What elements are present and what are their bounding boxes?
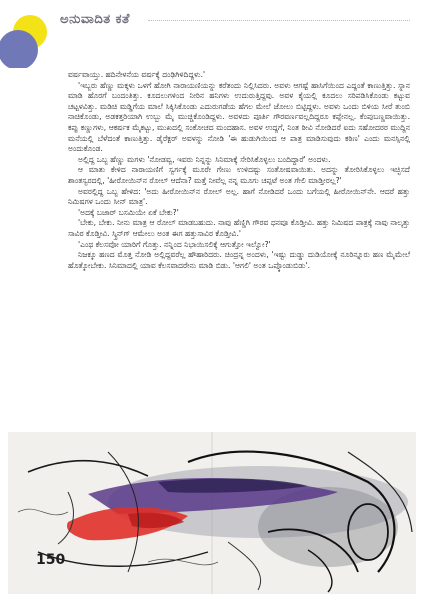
paragraph: 'ಇಬ್ಬರು ಹೆಣ್ಣು ಮಕ್ಕಳು ಒಳಗೆ ಹೋಗಿ ನಾರಾಯಣಿಯನ್ನು ಕರೆತಂದು ನಿಲ್ಲಿಸಿದರು. ಅವಳು ಆಗಷ್ಟೆ ಹಾಸಿಗೆಯಿಂದ ಎದ್ದಂತೆ ಕಾಣುತ್ತಿತ್ತು. ಸ್ನಾನ ಮಾಡಿ ಹೊರಗೆ ಬಂದಂತಿತ್ತು. ಕೂದಲುಗಳಿಂದ ನೀರಿನ ಹನಿಗಳು ಉದುರುತ್ತಿದ್ದವು. ಅವಳ ಕೈಯಲ್ಲಿ ಕೂದಲು ಸರಿಪಡಿಸಿಕೊಂಡು ಕಟ್ಟುವ ಚಟ್ಟಳವಿತ್ತು. ಮಡಿಚಿ ಮಡ್ಡಿಗೆಯ ಮಾಲೆ ಸಿಕ್ಕಿಸಿಕೊಂಡು ಎದುರುಗಡೆಯ ಹೆಗಲ ಮೇಲೆ ಜೋಲು ಬಿಟ್ಟಿದ್ದಳು. ಅವಳು ಒಂದು ಬಿಳಿಯ ಸೀರೆ ತುಂಬಿ ನಾಚಿಕೊಂಡು, ಅಡಕತ್ತರಿಯಾಗಿ ಉಬ್ಬು ಮೈ ಮುಚ್ಚಿಕೊಂಡಿದ್ದಳು. ಅವಳದು ಪೂರ್ತಿ ಗೌರವರ್ಣವಲ್ಲದಿದ್ದರೂ ಕಪ್ಪೇನಲ್ಲ. ಕೆಂಪುಬಣ್ಣವಾಯಿತ್ತು. ಕಪ್ಪು ಕಣ್ಣುಗಳು, ಆಕರ್ಷಕ ಮೈಕಟ್ಟು, ಮುಖದಲ್ಲಿ ಸಂಕೋಚದ ಮಂದಹಾಸ. ಅವಳ ಉದ್ದಗೆ, ನಿಂತ ಠೀವಿ ನೋಡಿದರೆ ಐದು ಸಹೋದರರ ಮುದ್ದಿನ ಮನೆಯಲ್ಲಿ ಬೆಳೆದಂತೆ ಕಾಣುತ್ತಿತ್ತು. ಡೈರೆಕ್ಟರ್ ಅವಳನ್ನು ನೋಡಿ 'ಈ ಹುಡುಗಿಯಿಂದ ಆ ಪಾತ್ರ ಮಾಡಿಸುವುದು ಕಠಿಣ' ಎಂದು ಮನಸ್ಸಿನಲ್ಲಿ ಅಂದುಕೊಂಡ. — [68, 80, 410, 154]
paragraph: ನಿಜಕ್ಕೂ ಹಣದ ಮೊತ್ತ ನೋಡಿ ಅಲ್ಲಿದ್ದವರೆಲ್ಲ ಹೌಹಾರಿದರು. ಚಿಂದ್ರನ್ನ ಅಂದಳು, 'ಇಷ್ಟು ದುಡ್ಡು ದುಡಿಯೋಕ್ಕೆ ನೂರಿನ್ನೂರು ಹಣ ಮೈಮೇಲೆ ಹೊತ್ಕೋಬೇಕು. ಸಿನಿಮಾದಲ್ಲಿ ಯಾವ ಕೆಲಸವಾದರೇನು ಮಾಡಿ ಬಿಡು. 'ಆಗಲಿ' ಅಂತ ಒಪ್ಕೊಂಡುಬಿಡು'. — [68, 250, 410, 270]
page-number: 150 — [36, 552, 66, 568]
paragraph: ಅವರಲ್ಲಿದ್ದ ಒಬ್ಬ ಹೇಳಿದ: 'ಅದು ಹೀರೋಯಿನ್‌ನ ರೋಲ್ ಅಲ್ಲ. ಹಾಗೆ ನೋಡಿದರೆ ಒಂದು ಬಗೆಯಲ್ಲಿ ಹೀರೋಯಿನ್‌ನೇ. ಆದರೆ ಹತ್ತು ನಿಮಿಷಗಳ ಒಂದು ಸೀನ್ ಮಾತ್ರ'. — [68, 186, 410, 207]
header-dotted-rule — [148, 20, 410, 21]
abstract-painting-illustration — [8, 432, 416, 594]
paragraph: ವರ್ಷವಾಯ್ತು. ಹದಿನೇಳನೆಯ ವರ್ಷಕ್ಕೆ ದಂಢಿಗಿಳಿದಿದ್ದಳು.' — [68, 70, 206, 79]
header-decoration-circles — [0, 10, 58, 68]
story-text — [68, 70, 410, 271]
paragraph: 'ಎಂಥ ಕೆಲಸವೋ ಯಾರಿಗೆ ಗೊತ್ತು. ನನ್ನಿಂದ ನಿಭಾಯಿಸಲಿಕ್ಕೆ ಆಗುತ್ತೋ ಇಲ್ವೋ?' — [78, 239, 271, 249]
paragraph: 'ಅದಕ್ಕೆ ಬಜಾರ್ ಬಸಮಿಯೇ ಏಕೆ ಬೇಕು?' — [78, 207, 179, 217]
section-title: ಅನುವಾದಿತ ಕತೆ — [60, 12, 130, 27]
paragraph: ಆ ಮಾತು ಕೇಳಿದ ನಾರಾಯಣಿಗೆ ಸ್ವರ್ಗಕ್ಕೆ ಮೂರೇ ಗೇಣು ಉಳಿದಷ್ಟು ಸಂತೋಷವಾಯಿತು. ಅದನ್ನು ತೋರಿಸಿಕೊಳ್ಳಲು ಇಚ್ಛಿಸದೆ ಶಾಂತಸ್ವರದಲ್ಲಿ, 'ಹೀರೋಯಿನ್‌ನ ರೋಲ್ ಆದೆನಾ? ಮತ್ತೆ ನೀವೆಲ್ಲ ನನ್ನ ಮೂಗು ಚಪ್ಪಟೆ ಅಂತ ಗೇಲಿ ಮಾಡ್ತೀರಲ್ಲ?' — [68, 165, 410, 185]
paragraph: 'ಬೇಕು, ಬೇಕು. ನೀನು ಮಾತ್ರ ಆ ರೋಲ್ ಮಾಡಬಹುದು. ನಾವು ಹೆಣ್ಣಿಗಿ ಗೌರವ ಧನವೂ ಕೊಡ್ತೀವಿ. ಹತ್ತು ನಿಮಿಷದ ಪಾತ್ರಕ್ಕೆ ನಾವು ನಾಲ್ಕತ್ತು ಸಾವಿರ ಕೊಡ್ತೀವಿ. ಸ್ಕ್ರಿನ್‌ಗ್ ಆಮೇಲು ಅಂತ ಈಗ ಹತ್ತುಸಾವಿರ ಕೊಡ್ತೀವಿ.' — [68, 218, 410, 238]
paragraph: ಅಲ್ಲಿದ್ದ ಒಬ್ಬ ಹೆಣ್ಣು ಮಗಳು 'ನೋಡವ್ವ, ಇವರು ನಿನ್ನನ್ನು ಸಿನಿಮಾಕ್ಕೆ ಸೇರಿಸಿಕೊಳ್ಳಲು ಬಂದಿದ್ದಾರೆ' ಅಂದಳು. — [78, 154, 331, 164]
